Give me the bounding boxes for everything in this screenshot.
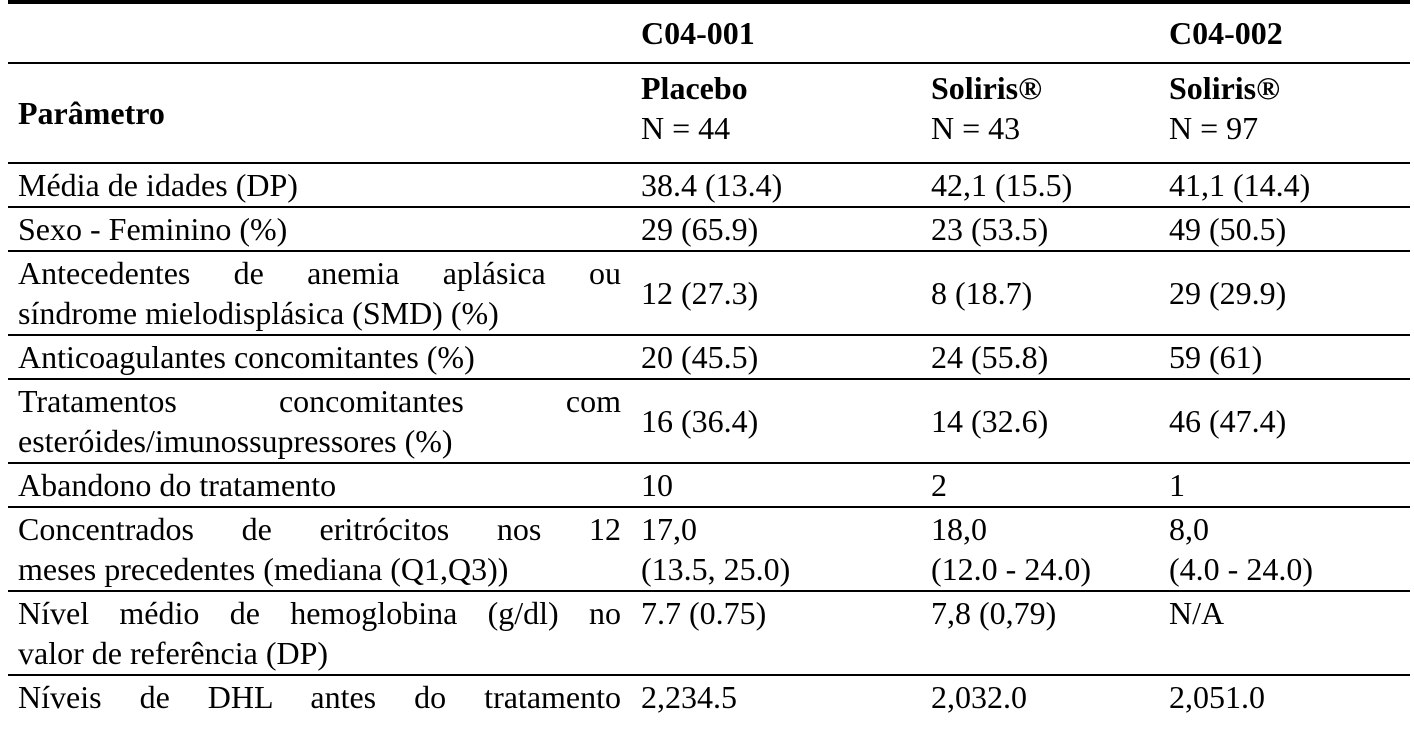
value-line: 17,0 (641, 511, 697, 547)
value-cell: 23 (53.5) (921, 207, 1159, 251)
parameter-cell (8, 251, 631, 335)
study-label-blank (921, 2, 1159, 63)
value-cell: N/A (1159, 591, 1410, 675)
value-cell (921, 507, 1159, 591)
parameter-cell: Anticoagulantes concomitantes (%) (8, 335, 631, 379)
value-line: (4.0 - 24.0) (1169, 551, 1313, 587)
parameter-line: Tratamentos concomitantes com (18, 383, 621, 419)
value-line: 18,0 (931, 511, 987, 547)
table-row (8, 379, 1410, 463)
value-cell: 29 (65.9) (631, 207, 921, 251)
value-cell: 7.7 (0.75) (631, 591, 921, 675)
value-cell: 10 (631, 463, 921, 507)
table-row (8, 591, 1410, 675)
arm-n: N = 97 (1169, 110, 1259, 146)
arm-name: Soliris® (1169, 70, 1281, 106)
value-line: (12.0 - 24.0) (931, 551, 1091, 587)
value-cell: 2,051.0 (1159, 675, 1410, 718)
parameter-column-header: Parâmetro (8, 63, 631, 163)
arm-n: N = 44 (641, 110, 731, 146)
parameter-cell: Abandono do tratamento (8, 463, 631, 507)
parameter-cell: Média de idades (DP) (8, 163, 631, 207)
value-cell: 38.4 (13.4) (631, 163, 921, 207)
arm-n: N = 43 (931, 110, 1021, 146)
value-cell: 7,8 (0,79) (921, 591, 1159, 675)
table-row (8, 207, 1410, 251)
value-cell (631, 507, 921, 591)
parameter-cell (8, 591, 631, 675)
parameter-cell (8, 379, 631, 463)
value-cell: 20 (45.5) (631, 335, 921, 379)
table-row (8, 251, 1410, 335)
value-cell: 1 (1159, 463, 1410, 507)
value-cell: 12 (27.3) (631, 251, 921, 335)
value-cell: 42,1 (15.5) (921, 163, 1159, 207)
study-label-c04-001: C04-001 (631, 2, 921, 63)
parameter-cell: Sexo - Feminino (%) (8, 207, 631, 251)
arm-header-row (8, 63, 1410, 163)
value-line: (13.5, 25.0) (641, 551, 791, 587)
value-cell: 2,234.5 (631, 675, 921, 718)
parameter-line: esteróides/imunossupressores (%) (18, 423, 453, 459)
table-row (8, 463, 1410, 507)
value-cell: 59 (61) (1159, 335, 1410, 379)
arm-header-soliris-c04-002 (1159, 63, 1410, 163)
study-header-empty (8, 2, 631, 63)
parameter-line: Nível médio de hemoglobina (g/dl) no (18, 595, 621, 631)
value-cell: 2,032.0 (921, 675, 1159, 718)
arm-header-placebo (631, 63, 921, 163)
study-label-c04-002: C04-002 (1159, 2, 1410, 63)
value-cell: 2 (921, 463, 1159, 507)
parameter-cell (8, 507, 631, 591)
value-cell: 29 (29.9) (1159, 251, 1410, 335)
value-cell (1159, 507, 1410, 591)
parameter-line: síndrome mielodisplásica (SMD) (%) (18, 295, 499, 331)
parameter-line: meses precedentes (mediana (Q1,Q3)) (18, 551, 509, 587)
value-cell: 46 (47.4) (1159, 379, 1410, 463)
baseline-characteristics-table (8, 0, 1410, 718)
parameter-line: Níveis de DHL antes do tratamento (18, 679, 621, 715)
table-row (8, 507, 1410, 591)
value-cell: 41,1 (14.4) (1159, 163, 1410, 207)
value-cell: 24 (55.8) (921, 335, 1159, 379)
parameter-line: Antecedentes de anemia aplásica ou (18, 255, 621, 291)
study-header-row (8, 2, 1410, 63)
parameter-line: valor de referência (DP) (18, 635, 329, 671)
table-row (8, 335, 1410, 379)
value-cell: 16 (36.4) (631, 379, 921, 463)
arm-name: Soliris® (931, 70, 1043, 106)
arm-name: Placebo (641, 70, 748, 106)
value-line: 8,0 (1169, 511, 1209, 547)
value-cell: 8 (18.7) (921, 251, 1159, 335)
parameter-line: Concentrados de eritrócitos nos 12 (18, 511, 621, 547)
parameter-cell (8, 675, 631, 718)
arm-header-soliris-c04-001 (921, 63, 1159, 163)
value-cell: 49 (50.5) (1159, 207, 1410, 251)
table-row (8, 675, 1410, 718)
value-cell: 14 (32.6) (921, 379, 1159, 463)
table-row (8, 163, 1410, 207)
